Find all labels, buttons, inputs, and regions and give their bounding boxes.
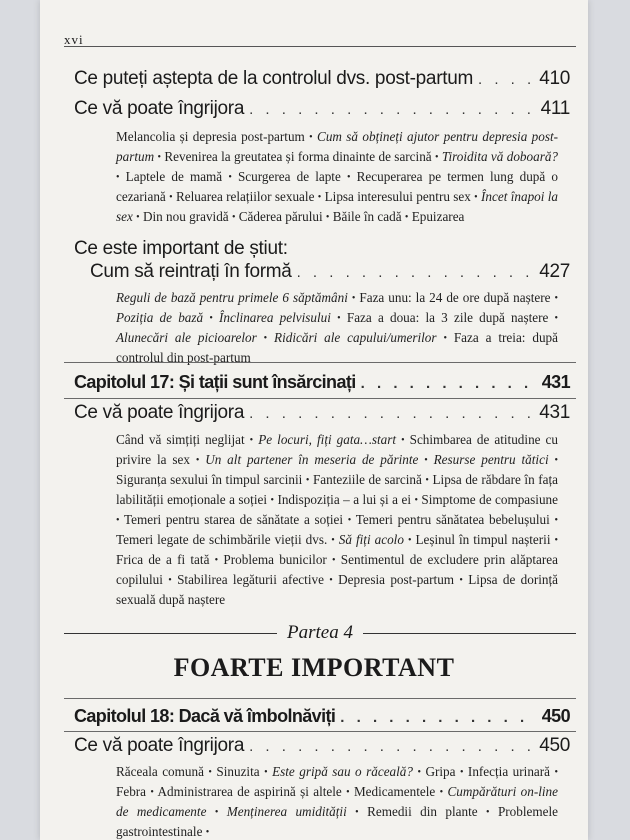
leader-dots bbox=[249, 738, 534, 755]
toc-entry-page: 410 bbox=[539, 68, 570, 89]
toc-entry-title: Ce vă poate îngrijora bbox=[74, 735, 245, 756]
section-topics-1: Melancolia și depresia post-partum • Cum să obțineți ajutor pentru depresia post-partum • Revenirea la greutatea și forma dinainte de sarcină • Tiroidita vă doboară? • Laptele de mamă • Scurgerea de lapte • Recuperarea pe termen lung după o cezariană • Reluarea relațiilor sexuale • Lipsa interesului pentru sex • Încet înapoi la sex • Din nou gravidă • Căderea părului • Băile în cadă • Epuizarea bbox=[116, 129, 559, 224]
part-rule-right bbox=[363, 633, 576, 634]
chapter-title: Capitolul 17: Și tații sunt însărcinați bbox=[74, 372, 356, 392]
part-heading bbox=[64, 623, 576, 643]
toc-chapter-18[interactable] bbox=[74, 706, 570, 727]
toc-entry-page: 431 bbox=[539, 402, 570, 423]
chapter-title: Capitolul 18: Dacă vă îmbolnăviți bbox=[74, 706, 336, 726]
toc-entry-concerns-2[interactable] bbox=[74, 402, 570, 424]
divider bbox=[64, 362, 576, 363]
leader-dots bbox=[249, 101, 536, 118]
page-number: xvi bbox=[64, 32, 84, 47]
leader-dots bbox=[340, 709, 536, 726]
section-topics-2: Reguli de bază pentru primele 6 săptămâni • Faza unu: la 24 de ore după naștere • Poziția de bază • Înclinarea pelvisului • Faza a doua: la 3 zile după naștere • Alunecări ale picioarelor • Ridicări ale capului/umerilor • Faza a treia: după controlul din post-partum bbox=[116, 290, 559, 365]
part-rule-left bbox=[64, 633, 277, 634]
leader-dots bbox=[478, 71, 534, 88]
toc-entry-title: Ce vă poate îngrijora bbox=[74, 402, 245, 423]
leader-dots bbox=[297, 264, 535, 281]
chapter-page: 450 bbox=[541, 706, 570, 726]
toc-entry-concerns-1[interactable] bbox=[74, 98, 570, 120]
header-rule bbox=[64, 46, 576, 47]
toc-entry-get-in-shape[interactable] bbox=[90, 261, 570, 283]
toc-entry-postpartum-control[interactable] bbox=[74, 68, 570, 90]
book-page bbox=[40, 0, 588, 840]
part-title: FOARTE IMPORTANT bbox=[173, 653, 455, 682]
divider bbox=[64, 698, 576, 699]
toc-entry-title: Ce puteți aștepta de la controlul dvs. post-partum bbox=[74, 68, 474, 89]
leader-dots bbox=[249, 405, 534, 422]
toc-entry-title: Ce vă poate îngrijora bbox=[74, 98, 245, 119]
section-topics-4: Răceala comună • Sinuzita • Este gripă sau o răceală? • Gripa • Infecția urinară • Febra • Administrarea de aspirină și altele • Medicamentele • Cumpărături on-line de medicamente • Menținerea umidității • Remedii din plante • Problemele gastrointestinale • bbox=[116, 764, 559, 839]
leader-dots bbox=[361, 375, 537, 392]
divider bbox=[64, 398, 576, 399]
toc-entry-page: 427 bbox=[539, 261, 570, 282]
section-topics-3: Când vă simțiți neglijat • Pe locuri, fiți gata…start • Schimbarea de atitudine cu privire la sex • Un alt partener în meseria de părinte • Resurse pentru tătici • Siguranța sexului în timpul sarcinii • Fanteziile de sarcină • Lipsa de răbdare în fața labilității emoționale a soției • Indispoziția – a lui și a ei • Simptome de compasiune • Temeri pentru starea de sănătate a soției • Temeri pentru sănătatea bebelușului • Temeri legate de schimbările vieții dvs. • Să fiți acolo • Leșinul în timpul nașterii • Frica de a fi tată • Problema bunicilor • Sentimentul de excludere prin alăptarea copilului • Stabilirea legăturii afective • Depresia post-partum • Lipsa de dorință sexuală după naștere bbox=[116, 432, 559, 607]
toc-entry-important-pre: Ce este important de știut: bbox=[74, 238, 288, 259]
toc-entry-page: 450 bbox=[539, 735, 570, 756]
toc-entry-concerns-3[interactable] bbox=[74, 735, 570, 757]
divider bbox=[64, 731, 576, 732]
toc-entry-page: 411 bbox=[540, 98, 570, 119]
part-label: Partea 4 bbox=[287, 622, 353, 643]
chapter-page: 431 bbox=[541, 372, 570, 392]
toc-chapter-17[interactable] bbox=[74, 372, 570, 393]
toc-entry-title: Cum să reintrați în formă bbox=[90, 261, 292, 282]
